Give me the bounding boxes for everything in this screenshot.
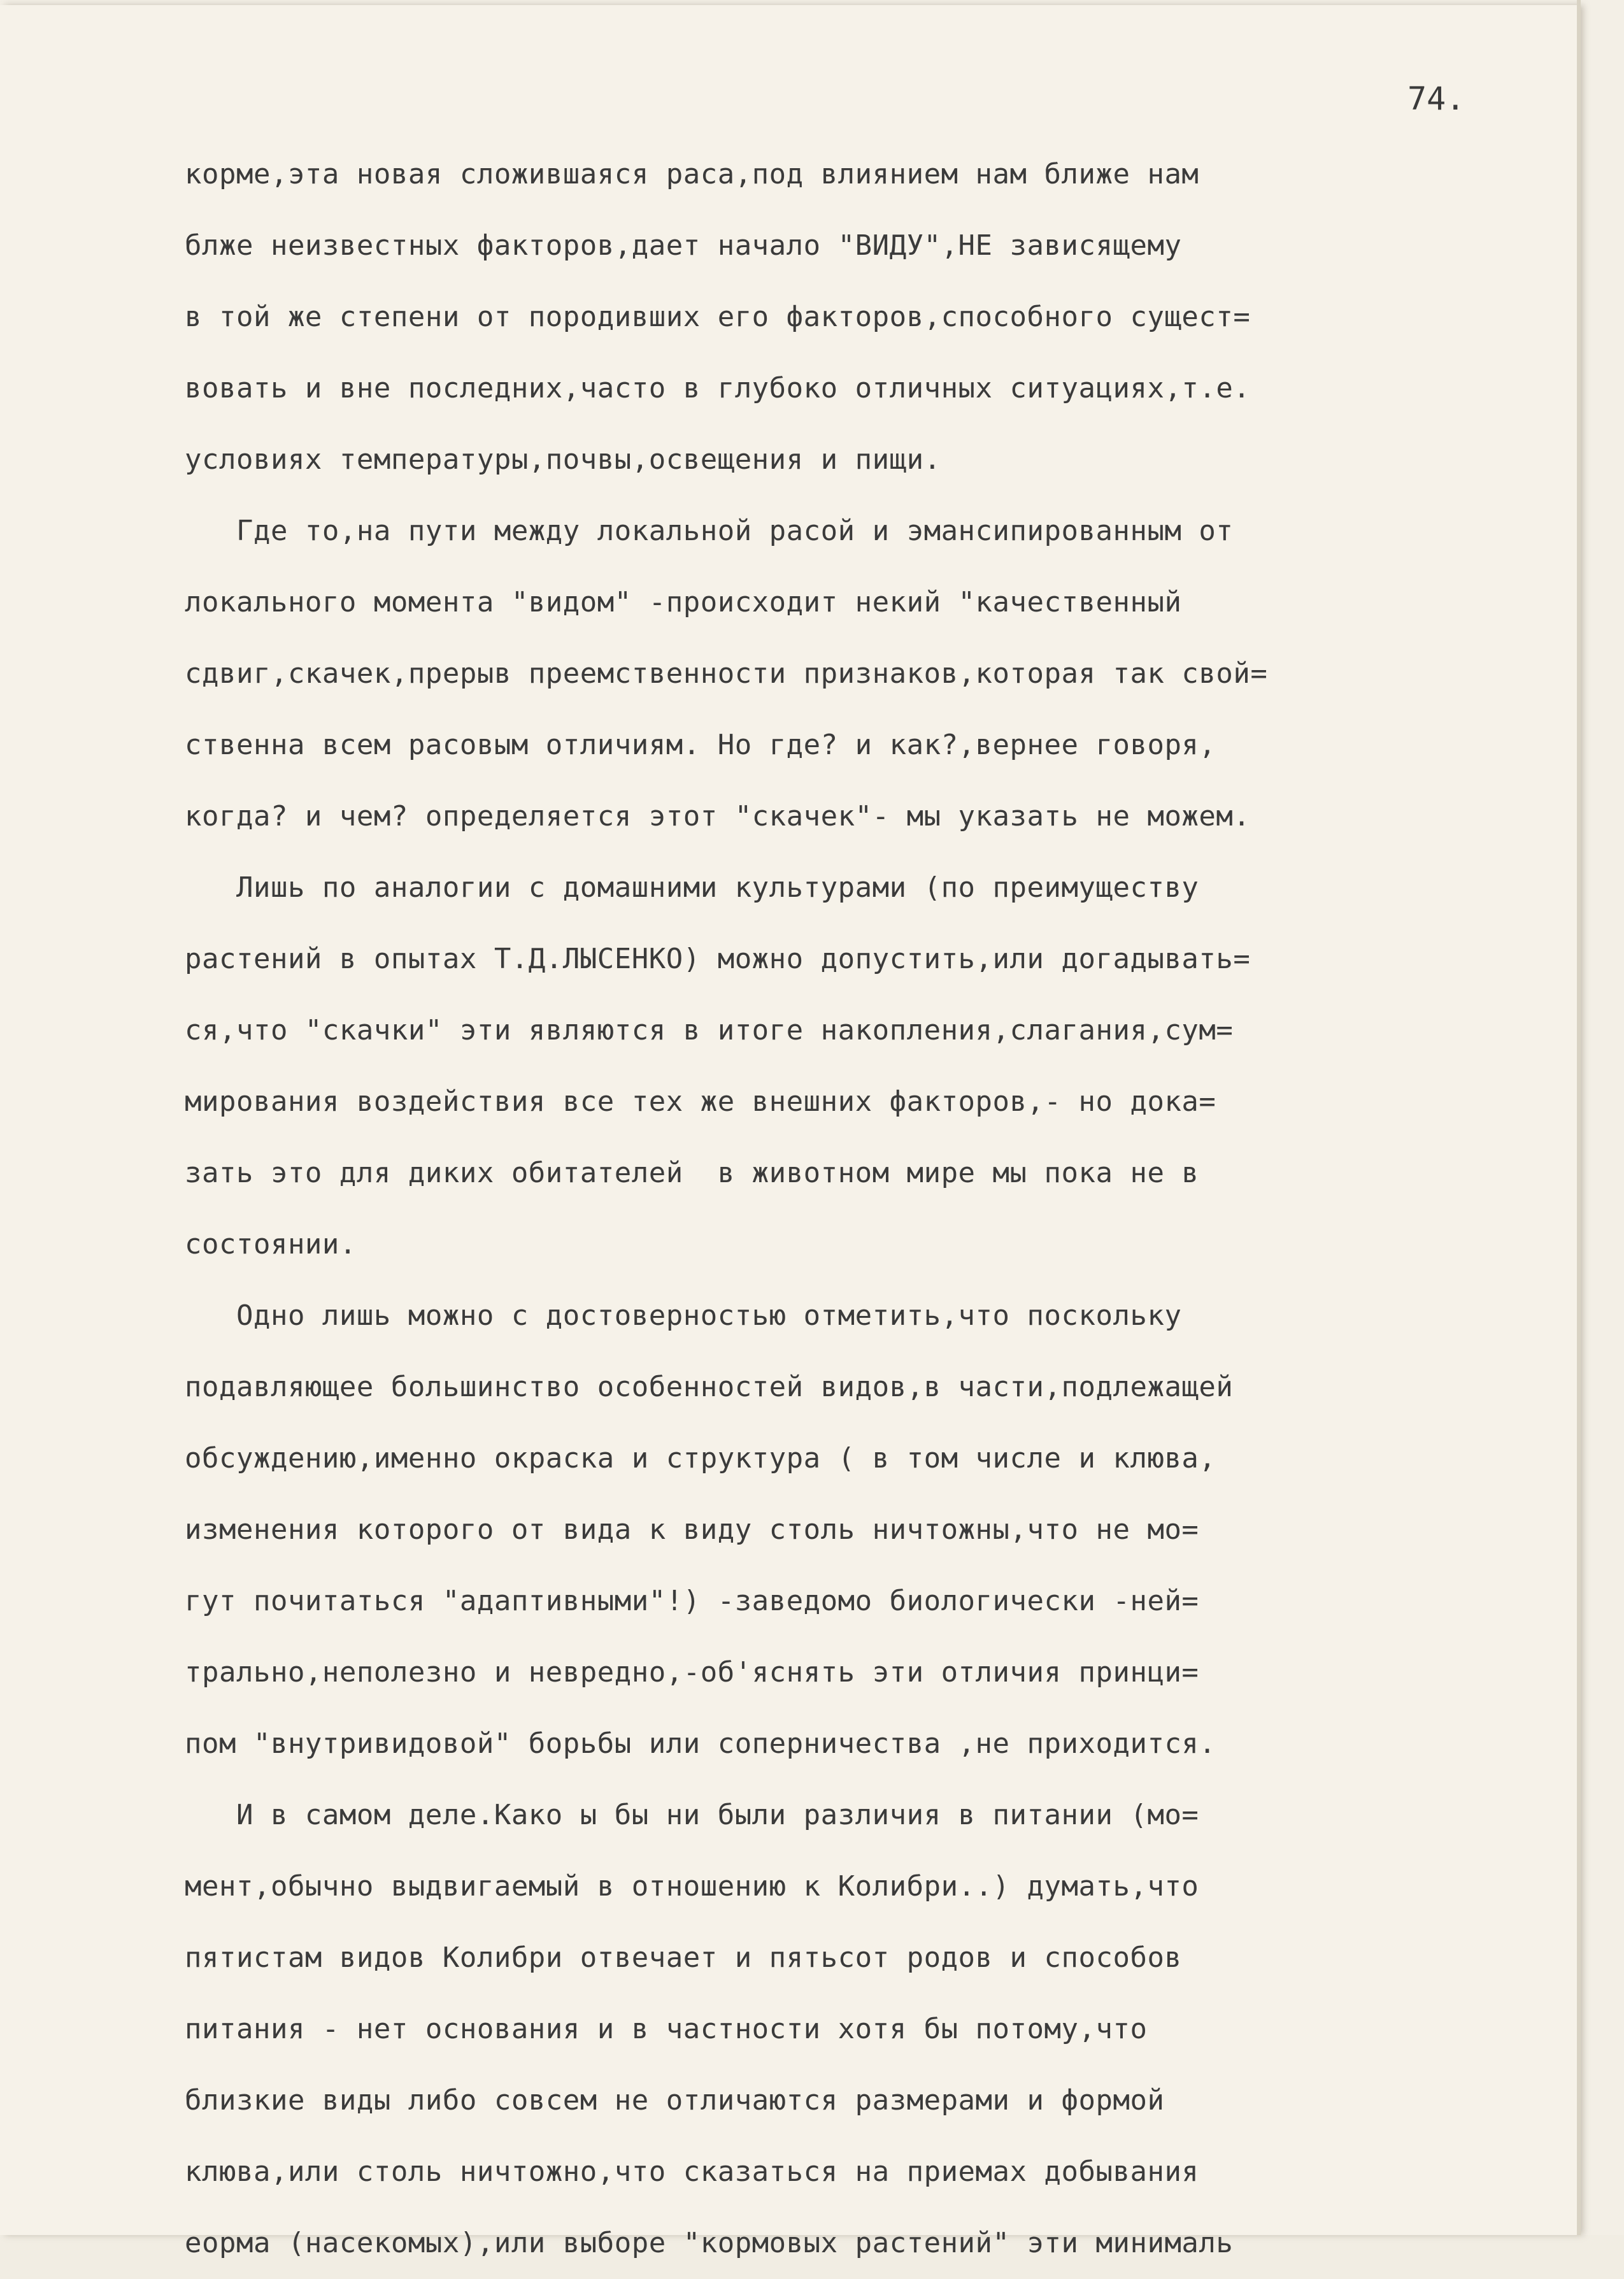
text-line: гут почитаться "адаптивными"!) -заведомо биологически -ней= [185, 1585, 1199, 1617]
text-line: мирования воздействия все тех же внешних факторов,- но дока= [185, 1085, 1216, 1118]
text-line: ся,что "скачки" эти являются в итоге накопления,слагания,сум= [185, 1014, 1234, 1047]
page-number: 74. [1407, 80, 1465, 117]
text-line: подавляющее большинство особенностей видов,в части,подлежащей [185, 1371, 1234, 1403]
text-line: Где то,на пути между локальной расой и эмансипированным от [185, 515, 1234, 547]
text-line: ственна всем расовым отличиям. Но где? и как?,вернее говоря, [185, 729, 1216, 761]
text-line: мент,обычно выдвигаемый в отношению к Колибри..) думать,что [185, 1870, 1199, 1903]
text-line: корме,эта новая сложившаяся раса,под влиянием нам ближе нам [185, 158, 1199, 190]
text-line: вовать и вне последних,часто в глубоко отличных ситуациях,т.е. [185, 372, 1251, 404]
text-line: сдвиг,скачек,прерыв преемственности признаков,которая так свой= [185, 657, 1268, 690]
text-line: изменения которого от вида к виду столь ничтожны,что не мо= [185, 1513, 1199, 1546]
text-line: локального момента "видом" -происходит некий "качественный [185, 586, 1182, 618]
text-line: обсуждению,именно окраска и структура ( в том числе и клюва, [185, 1442, 1216, 1475]
text-line: пом "внутривидовой" борьбы или соперничества ,не приходится. [185, 1727, 1216, 1760]
text-line: когда? и чем? определяется этот "скачек"- мы указать не можем. [185, 800, 1251, 832]
text-line: в той же степени от породивших его факторов,способного сущест= [185, 301, 1251, 333]
text-line: Одно лишь можно с достоверностью отметить,что поскольку [185, 1299, 1182, 1332]
text-line: пятистам видов Колибри отвечает и пятьсот родов и способов [185, 1941, 1182, 1974]
text-line: зать это для диких обитателей в животном мире мы пока не в [185, 1157, 1199, 1189]
page-edge-shadow [1577, 0, 1581, 2235]
text-line: условиях температуры,почвы,освещения и пищи. [185, 443, 941, 476]
text-line: состоянии. [185, 1228, 357, 1261]
typewritten-page [0, 5, 1578, 2259]
text-line: трально,неполезно и невредно,-об'яснять эти отличия принци= [185, 1656, 1199, 1689]
text-line: Лишь по аналогии с домашними культурами (по преимуществу [185, 871, 1199, 904]
text-line: клюва,или столь ничтожно,что сказаться на приемах добывания [185, 2155, 1199, 2188]
text-line: еорма (насекомых),или выборе "кормовых растений" эти минималь [185, 2227, 1234, 2259]
text-line: питания - нет основания и в частности хотя бы потому,что [185, 2013, 1148, 2045]
text-line: И в самом деле.Како ы бы ни были различия в питании (мо= [185, 1799, 1199, 1831]
text-line: растений в опытах Т.Д.ЛЫСЕНКО) можно допустить,или догадывать= [185, 943, 1251, 975]
page-body-text [185, 139, 1573, 2279]
text-line: близкие виды либо совсем не отличаются размерами и формой [185, 2084, 1165, 2117]
text-line: блже неизвестных факторов,дает начало "ВИДУ",НЕ зависящему [185, 229, 1182, 262]
